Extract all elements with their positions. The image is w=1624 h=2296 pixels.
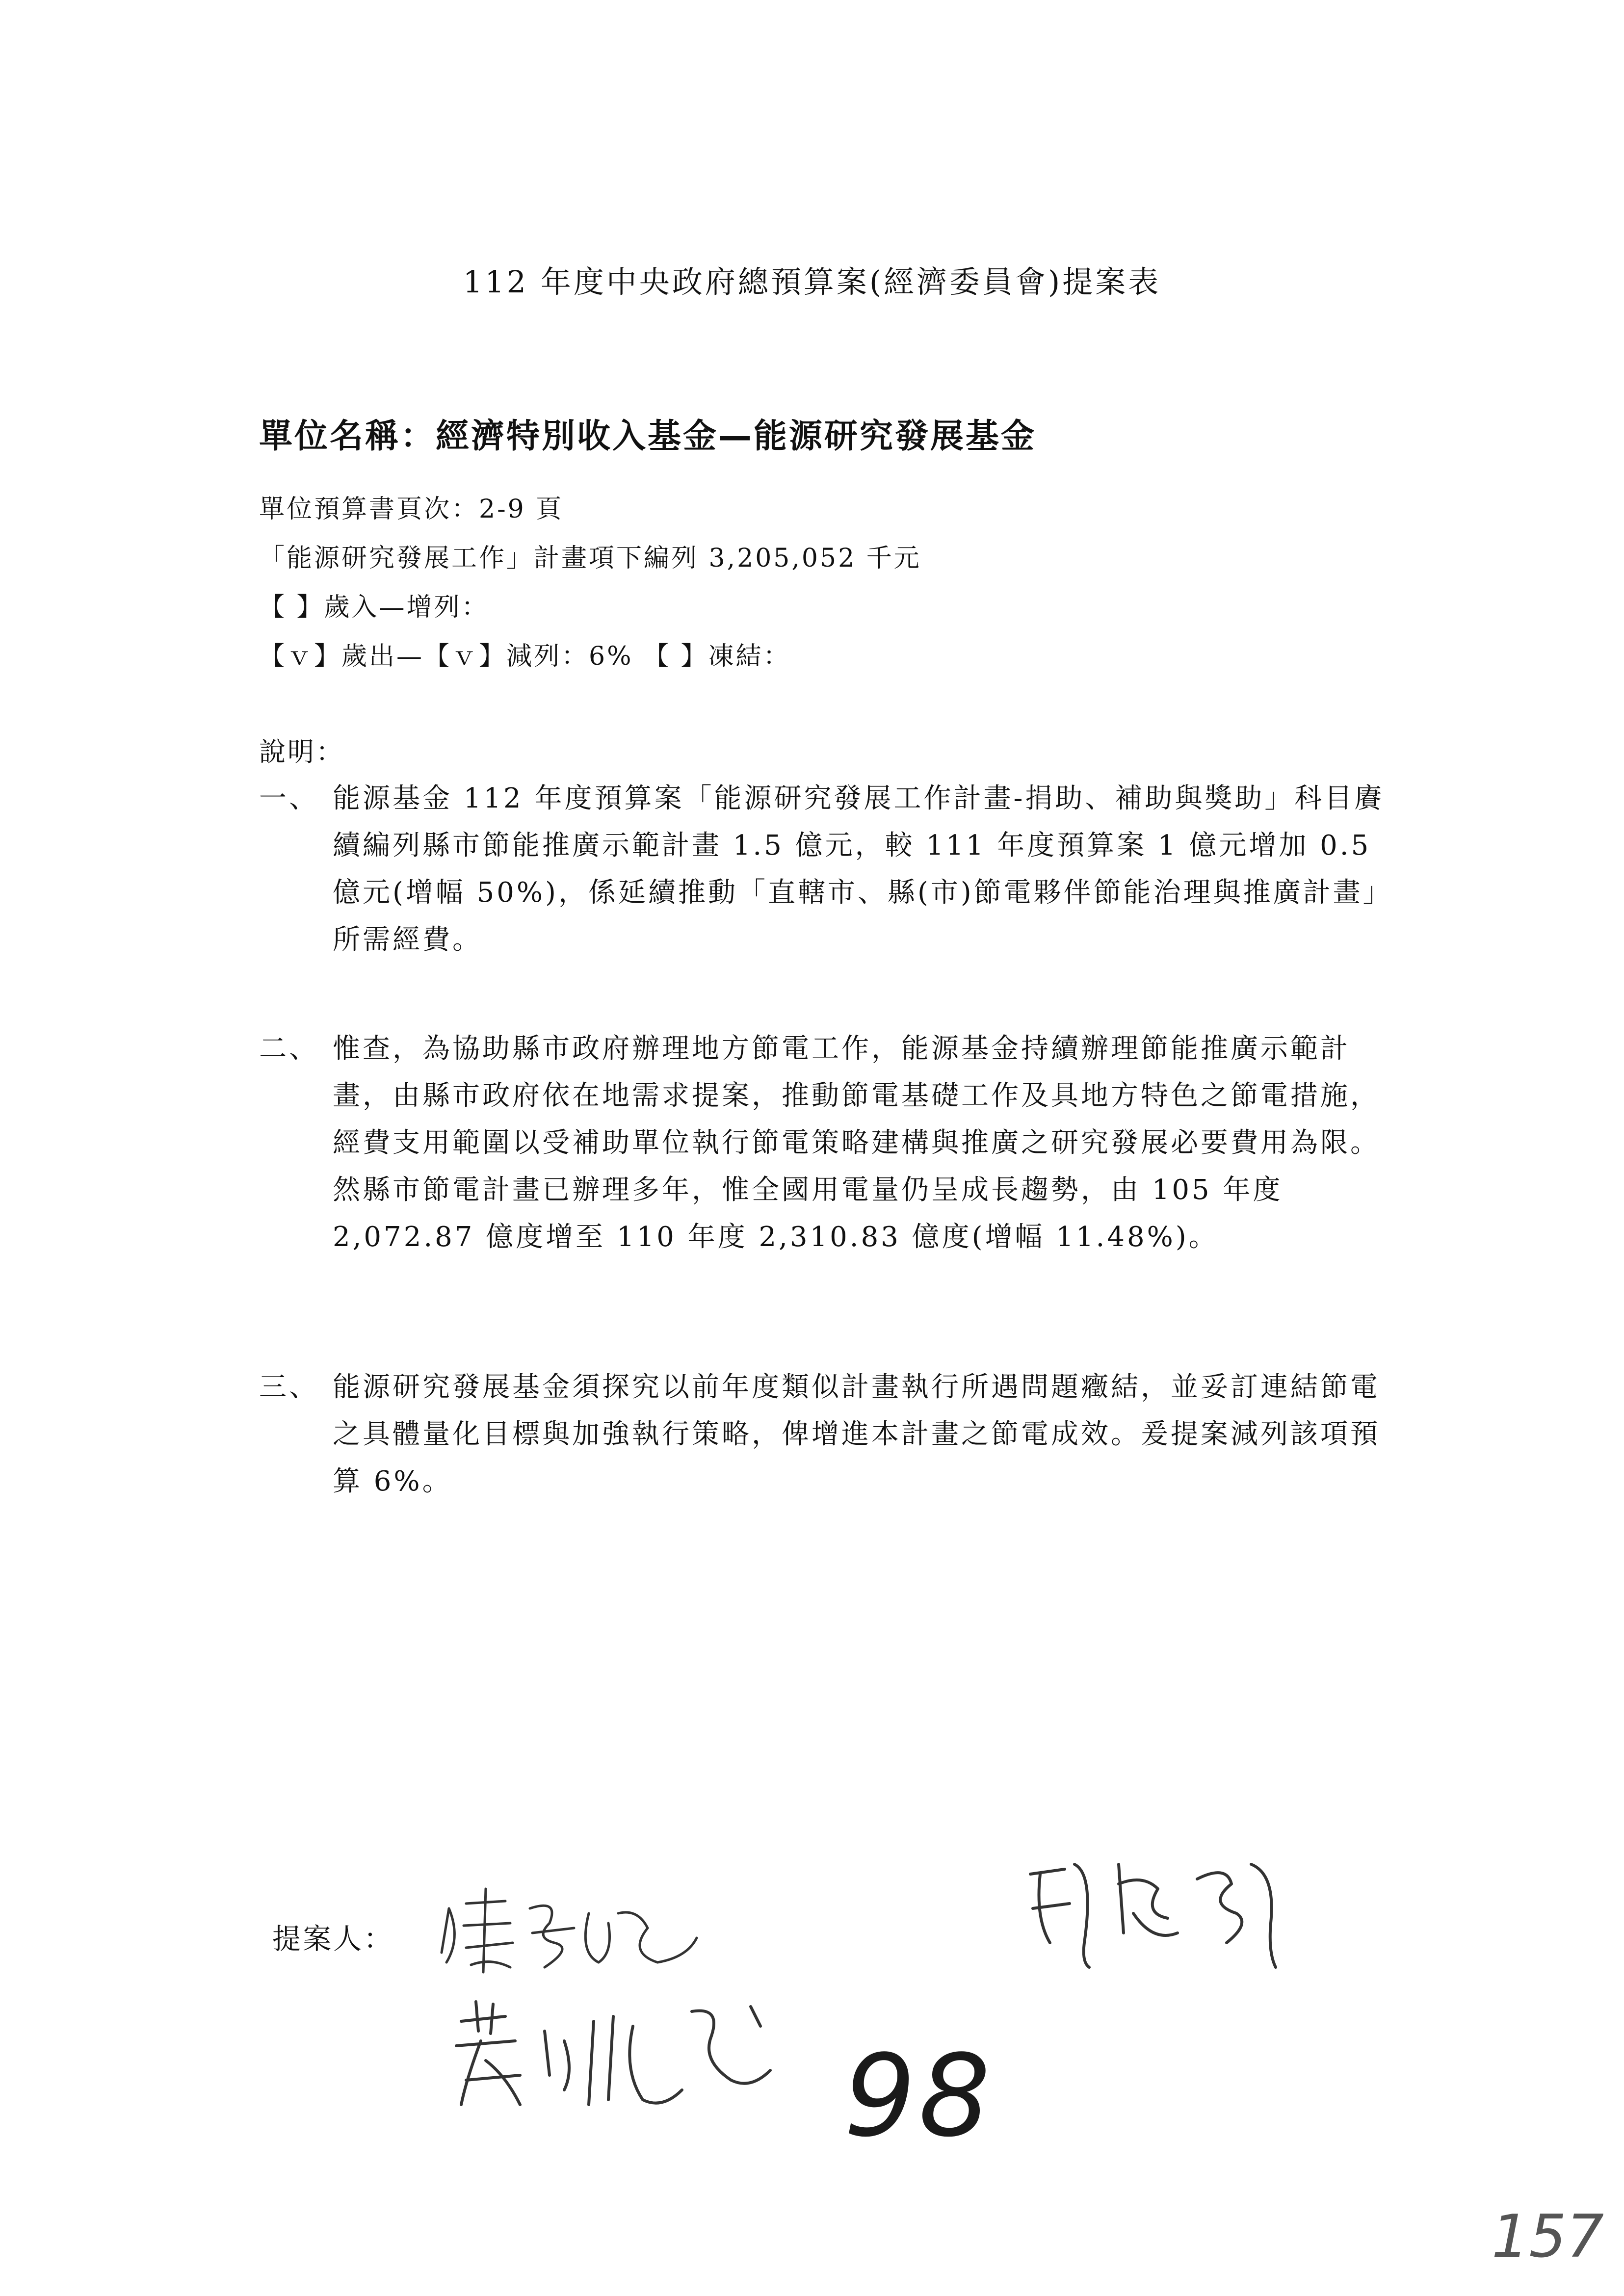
unit-name: 單位名稱：經濟特別收入基金—能源研究發展基金	[259, 417, 1037, 456]
revenue-increase-line: 【 】歲入—增列：	[259, 593, 489, 622]
paragraph-2	[259, 1025, 1388, 1261]
proposer-label: 提案人：	[272, 1922, 394, 1956]
paragraph-text: 惟查，為協助縣市政府辦理地方節電工作，能源基金持續辦理節能推廣示範計畫，由縣市政府依在地需求提案，推動節電基礎工作及具地方特色之節電措施，經費支用範圍以受補助單位執行節電策略建構與推廣之研究發展必要費用為限。然縣市節電計畫已辦理多年，惟全國用電量仍呈成長趨勢，由 105 年度 2,072.87 億度增至 110 年度 2,310.83 億度(增幅 11.48%)。	[333, 1033, 1380, 1253]
paragraph-number: 一、	[259, 783, 319, 814]
program-allocation: 「能源研究發展工作」計畫項下編列 3,205,052 千元	[259, 544, 921, 573]
paragraph-3	[259, 1364, 1388, 1505]
paragraph-text: 能源基金 112 年度預算案「能源研究發展工作計畫-捐助、補助與獎助」科目賡續編列縣市節能推廣示範計畫 1.5 億元，較 111 年度預算案 1 億元增加 0.5 億元(增幅 50%)，係延續推動「直轄市、縣(市)節電夥伴節能治理與推廣計畫」所需經費。	[333, 783, 1385, 956]
paragraph-number: 二、	[259, 1033, 319, 1065]
explanation-heading: 說明：	[259, 736, 344, 767]
expenditure-reduction-line: 【ｖ】歲出—【ｖ】減列：6% 【 】凍結：	[259, 642, 791, 671]
signature-1	[432, 1879, 707, 1977]
signature-3	[446, 1992, 790, 2119]
paragraph-text: 能源研究發展基金須探究以前年度類似計畫執行所遇問題癥結，並妥訂連結節電之具體量化目標與加強執行策略，俾增進本計畫之節電成效。爰提案減列該項預算 6%。	[333, 1371, 1380, 1497]
page-number: 157	[1492, 2203, 1604, 2271]
handwritten-number: 98	[844, 2031, 994, 2162]
budget-page-reference: 單位預算書頁次：2-9 頁	[259, 495, 564, 524]
signature-2	[1021, 1845, 1295, 1972]
paragraph-1	[259, 775, 1388, 964]
paragraph-number: 三、	[259, 1371, 319, 1403]
document-title: 112 年度中央政府總預算案(經濟委員會)提案表	[463, 264, 1161, 300]
